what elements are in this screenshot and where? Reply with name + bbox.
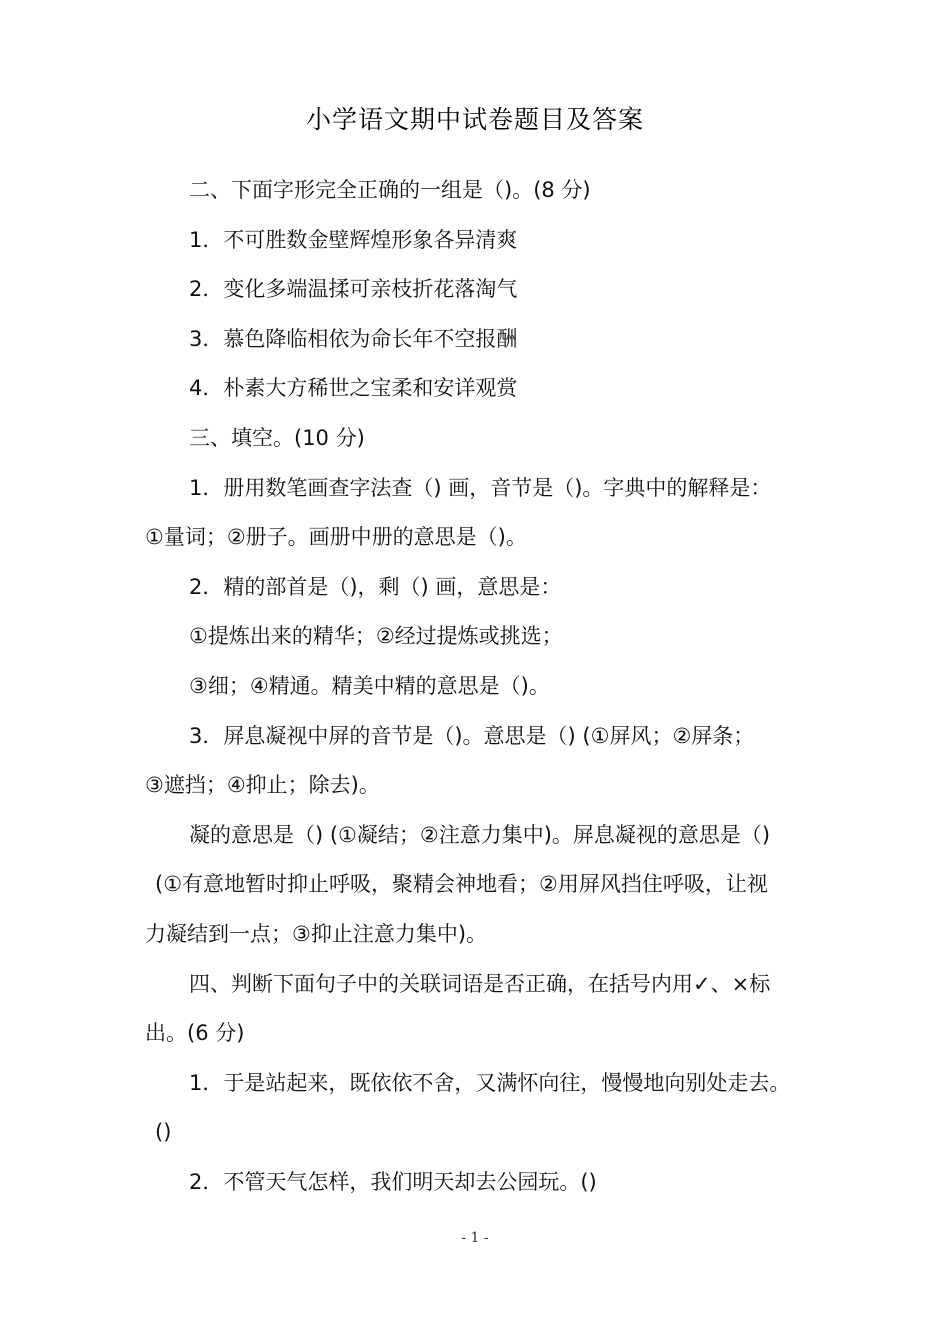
page-number: - 1 - xyxy=(461,1230,489,1246)
option-line-3: 3．慕色降临相依为命长年不空报酬 xyxy=(189,326,518,351)
question-line: ③遮挡；④抑止；除去)。 xyxy=(145,773,380,798)
question-line: 凝的意思是（) (①凝结；②注意力集中)。屏息凝视的意思是（) xyxy=(189,822,771,847)
question-line: ①提炼出来的精华；②经过提炼或挑选； xyxy=(189,624,563,649)
question-line: ①量词；②册子。画册中册的意思是（)。 xyxy=(145,525,527,550)
question-line: ③细；④精通。精美中精的意思是（)。 xyxy=(189,673,550,698)
question-line: 2．精的部首是（)，剩（) 画，意思是： xyxy=(189,574,562,599)
judgement-item-1-blank: () xyxy=(155,1120,172,1145)
judgement-item-1: 1．于是站起来，既依依不舍，又满怀向往，慢慢地向别处走去。 xyxy=(189,1070,791,1095)
option-line-4: 4．朴素大方稀世之宝柔和安详观赏 xyxy=(189,376,518,401)
section-heading-2: 二、下面字形完全正确的一组是（)。(8 分) xyxy=(189,178,591,202)
question-line: (①有意地暂时抑止呼吸，聚精会神地看；②用屏风挡住呼吸，让视 xyxy=(155,872,768,897)
question-line: 力凝结到一点；③抑止注意力集中)。 xyxy=(145,921,488,946)
section-heading-4-cont: 出。(6 分) xyxy=(145,1021,245,1046)
section-heading-4: 四、判断下面句子中的关联词语是否正确，在括号内用✓、×标 xyxy=(189,971,771,996)
judgement-item-2: 2．不管天气怎样，我们明天却去公园玩。() xyxy=(189,1169,597,1194)
section-heading-3: 三、填空。(10 分) xyxy=(189,425,365,450)
question-line: 3．屏息凝视中屏的音节是（)。意思是（) (①屏风；②屏条； xyxy=(189,723,755,748)
document-title: 小学语文期中试卷题目及答案 xyxy=(305,105,644,134)
question-line: 1．册用数笔画查字法查（) 画，音节是（)。字典中的解释是： xyxy=(189,475,772,500)
option-line-1: 1．不可胜数金壁辉煌形象各异清爽 xyxy=(189,227,518,252)
document-body xyxy=(145,166,825,1207)
option-line-2: 2．变化多端温揉可亲枝折花落淘气 xyxy=(189,277,518,302)
